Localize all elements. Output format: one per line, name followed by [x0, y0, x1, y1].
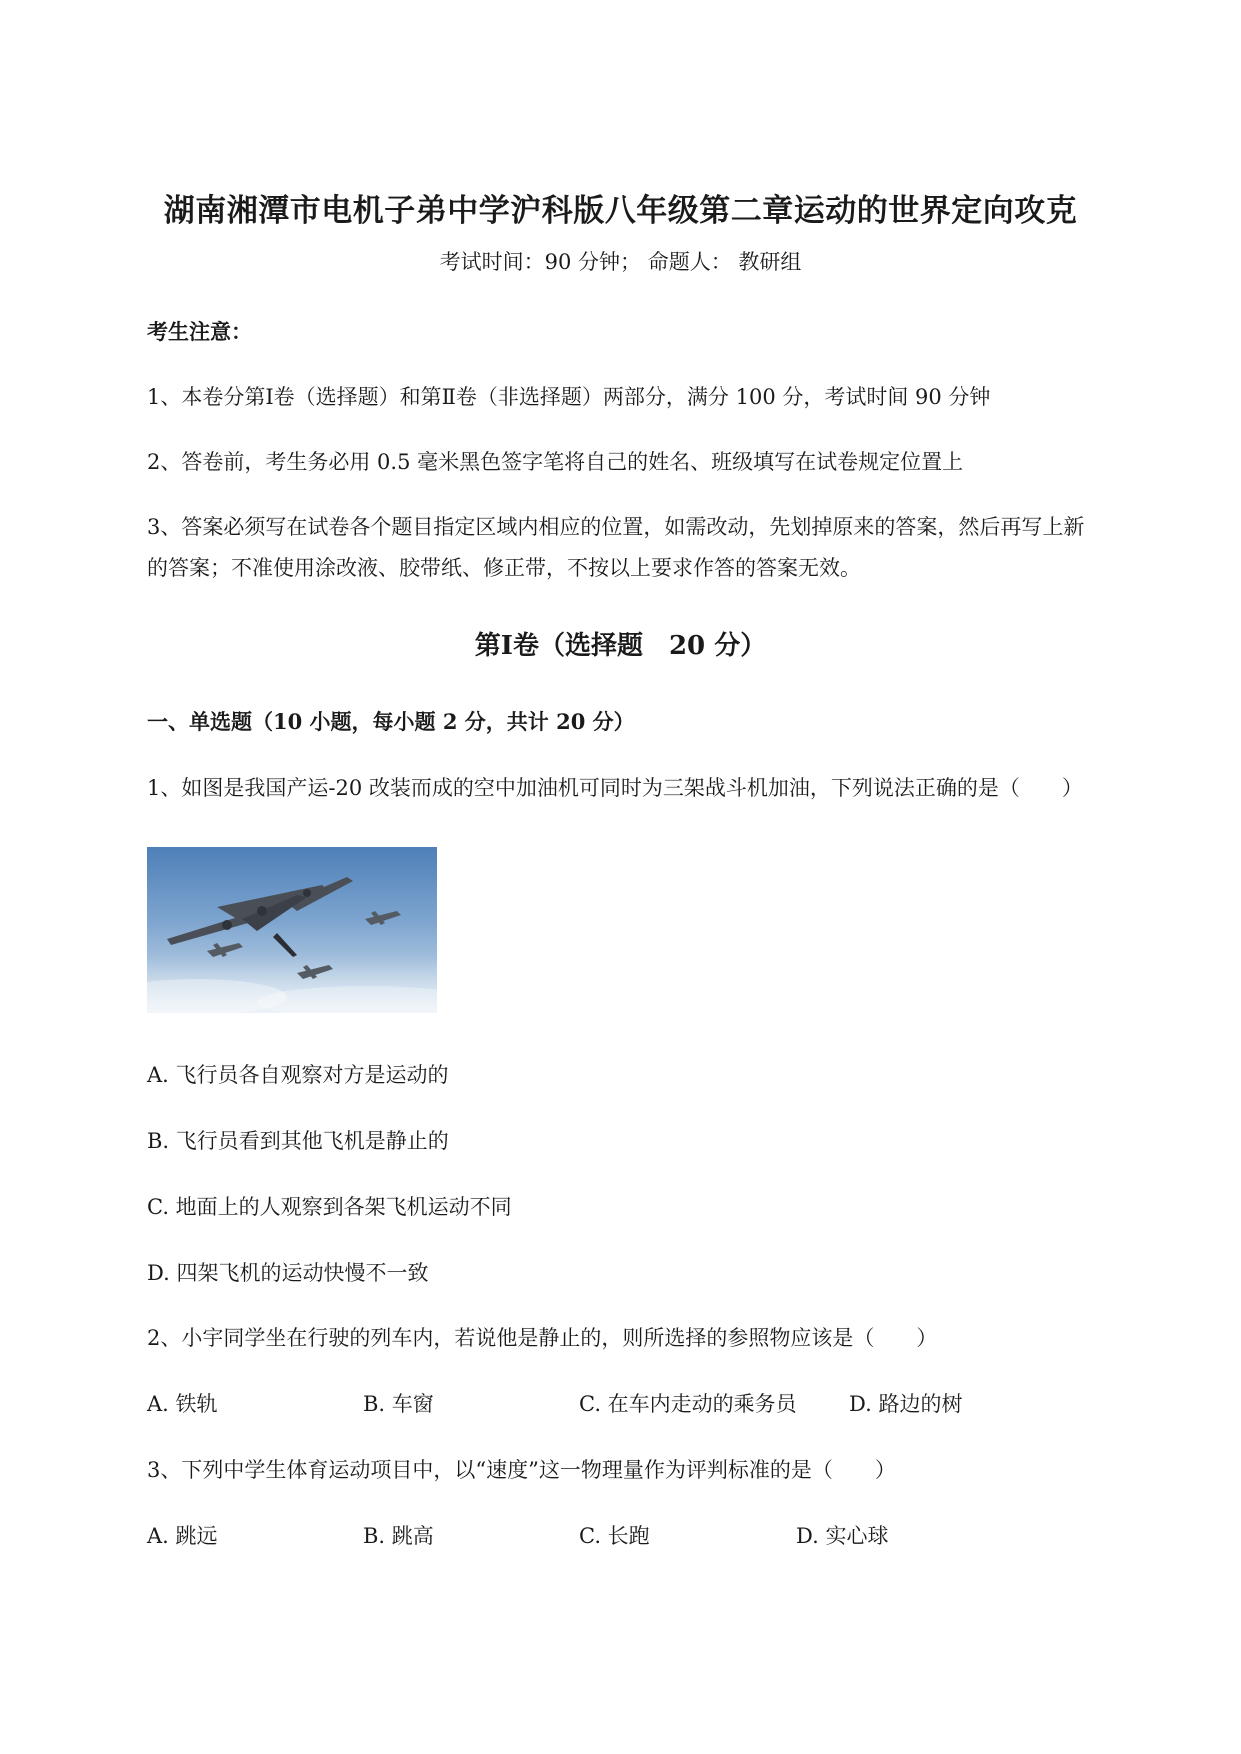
question-2-option-c: C. 在车内走动的乘务员 [579, 1392, 797, 1416]
question-2-stem: 2、小宇同学坐在行驶的列车内，若说他是静止的，则所选择的参照物应该是（ ） [147, 1326, 938, 1350]
notice-item-2: 2、答卷前，考生务必用 0.5 毫米黑色签字笔将自己的姓名、班级填写在试卷规定位置上 [147, 450, 964, 474]
question-3-option-d: D. 实心球 [796, 1524, 889, 1548]
exam-title: 湖南湘潭市电机子弟中学沪科版八年级第二章运动的世界定向攻克 [163, 193, 1078, 229]
notice-item-1: 1、本卷分第Ⅰ卷（选择题）和第Ⅱ卷（非选择题）两部分，满分 100 分，考试时间 90 分钟 [147, 385, 991, 409]
question-1-option-c: C. 地面上的人观察到各架飞机运动不同 [147, 1195, 512, 1219]
question-2-option-b: B. 车窗 [363, 1392, 434, 1416]
question-2-option-d: D. 路边的树 [849, 1392, 963, 1416]
question-1-option-b: B. 飞行员看到其他飞机是静止的 [147, 1129, 449, 1153]
notice-heading: 考生注意： [147, 319, 252, 344]
part-heading: 一、单选题（10 小题，每小题 2 分，共计 20 分） [147, 709, 635, 734]
section-title: 第Ⅰ卷（选择题 20 分） [474, 631, 767, 661]
notice-item-3: 3、答案必须写在试卷各个题目指定区域内相应的位置，如需改动，先划掉原来的答案，然后再写上新 [147, 515, 1085, 539]
question-3-option-a: A. 跳远 [147, 1524, 218, 1548]
question-3-option-c: C. 长跑 [579, 1524, 650, 1548]
refueling-aircraft-photo [147, 847, 437, 1013]
question-1-option-d: D. 四架飞机的运动快慢不一致 [147, 1261, 429, 1285]
question-1-option-a: A. 飞行员各自观察对方是运动的 [147, 1063, 449, 1087]
question-3-option-b: B. 跳高 [363, 1524, 434, 1548]
notice-item-3-continued: 的答案；不准使用涂改液、胶带纸、修正带，不按以上要求作答的答案无效。 [147, 556, 861, 580]
question-3-stem: 3、下列中学生体育运动项目中，以“速度”这一物理量作为评判标准的是（ ） [147, 1458, 896, 1482]
exam-subtitle: 考试时间：90 分钟； 命题人： 教研组 [439, 250, 802, 274]
question-2-option-a: A. 铁轨 [147, 1392, 218, 1416]
question-1-stem: 1、如图是我国产运-20 改装而成的空中加油机可同时为三架战斗机加油，下列说法正确的是（ ） [147, 776, 1083, 800]
